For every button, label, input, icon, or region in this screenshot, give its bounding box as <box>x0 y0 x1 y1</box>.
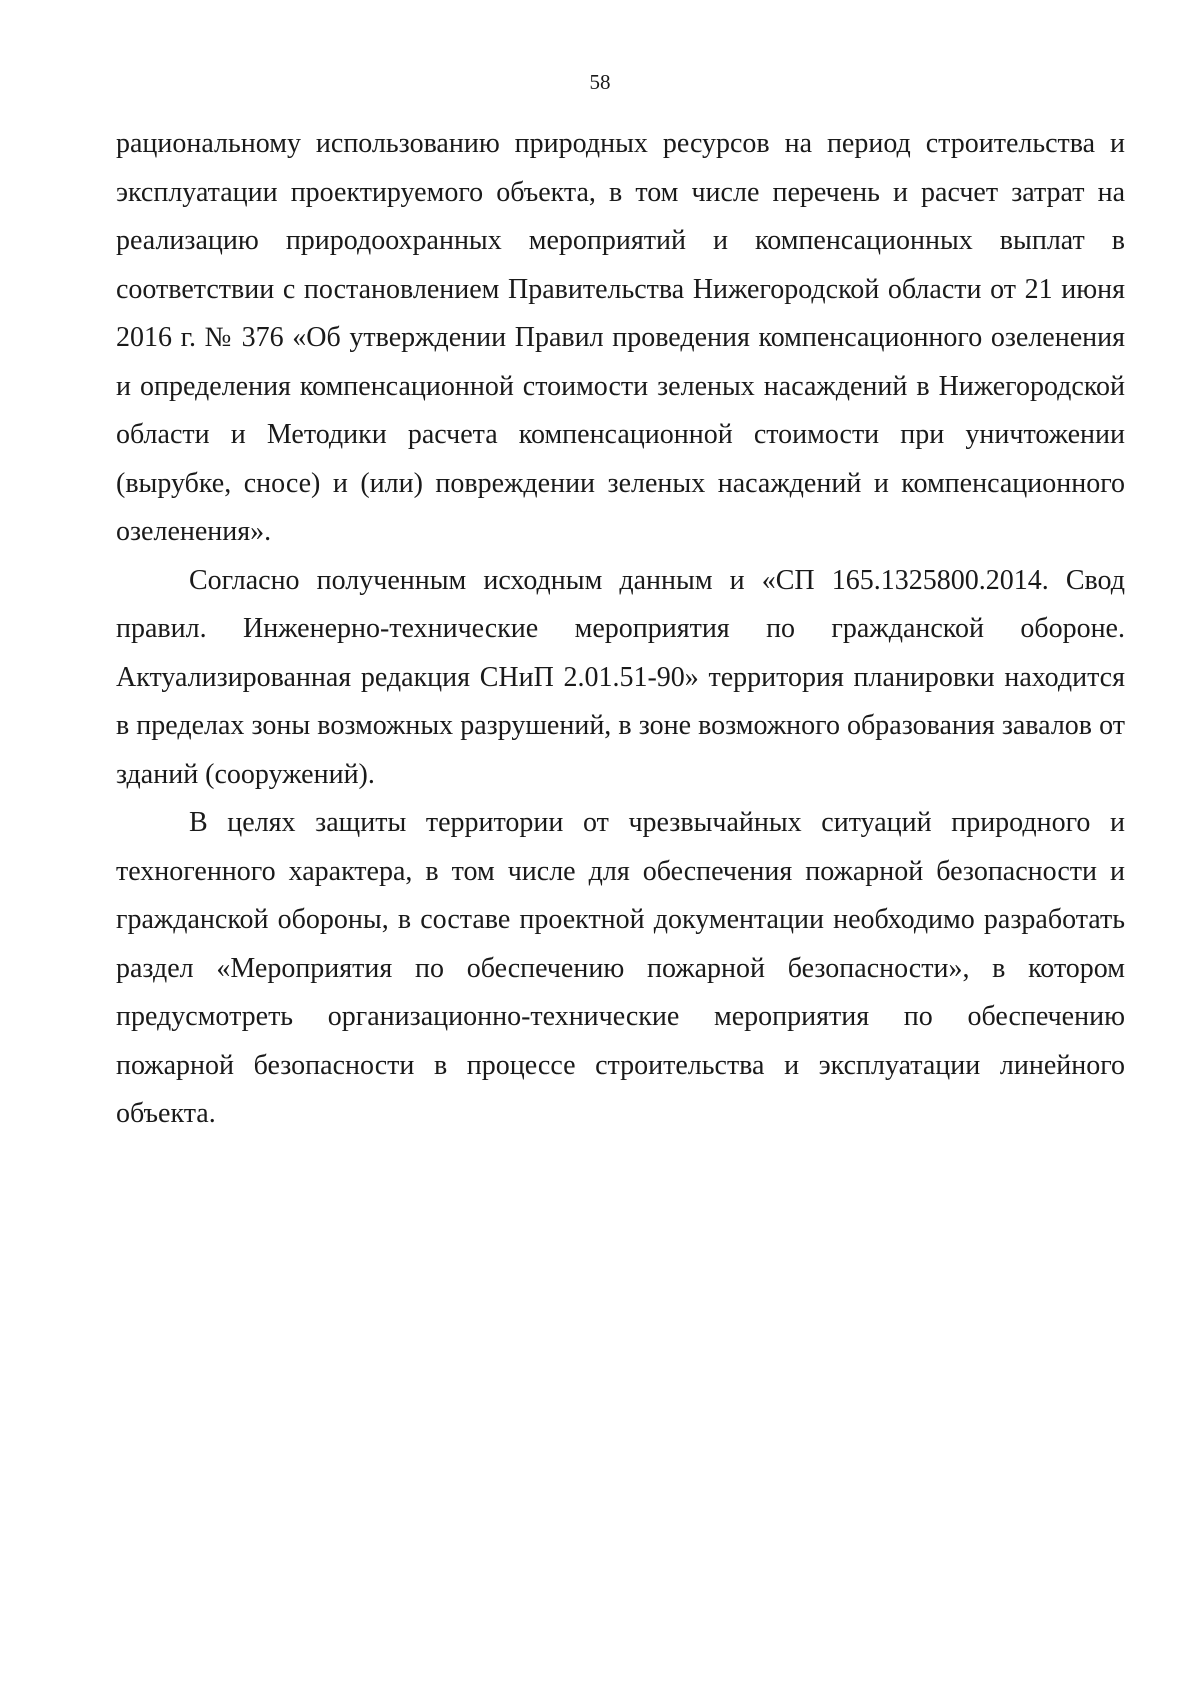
paragraph-civil-defense-zone: Согласно полученным исходным данным и «СП 165.1325800.2014. Свод правил. Инженерно-технические мероприятия по гражданской обороне. Актуализированная редакция СНиП 2.01.51-90» территория планировки находится в пределах зоны возможных разрушений, в зоне возможного образования завалов от зданий (сооружений). <box>116 564 1125 790</box>
document-body <box>116 120 1125 1139</box>
page-number: 58 <box>589 70 611 94</box>
paragraph-continuation: рациональному использованию природных ресурсов на период строительства и эксплуатации проектируемого объекта, в том числе перечень и расчет затрат на реализацию природоохранных мероприятий и компенсационных выплат в соответствии с постановлением Правительства Нижегородской области от 21 июня 2016 г. № 376 «Об утверждении Правил проведения компенсационного озеленения и определения компенсационной стоимости зеленых насаждений в Нижегородской области и Методики расчета компенсационной стоимости при уничтожении (вырубке, сносе) и (или) повреждении зеленых насаждений и компенсационного озеленения». <box>116 128 1125 547</box>
paragraph-fire-safety: В целях защиты территории от чрезвычайных ситуаций природного и техногенного характера, в том числе для обеспечения пожарной безопасности и гражданской обороны, в составе проектной документации необходимо разработать раздел «Мероприятия по обеспечению пожарной безопасности», в котором предусмотреть организационно-технические мероприятия по обеспечению пожарной безопасности в процессе строительства и эксплуатации линейного объекта. <box>116 807 1125 1129</box>
